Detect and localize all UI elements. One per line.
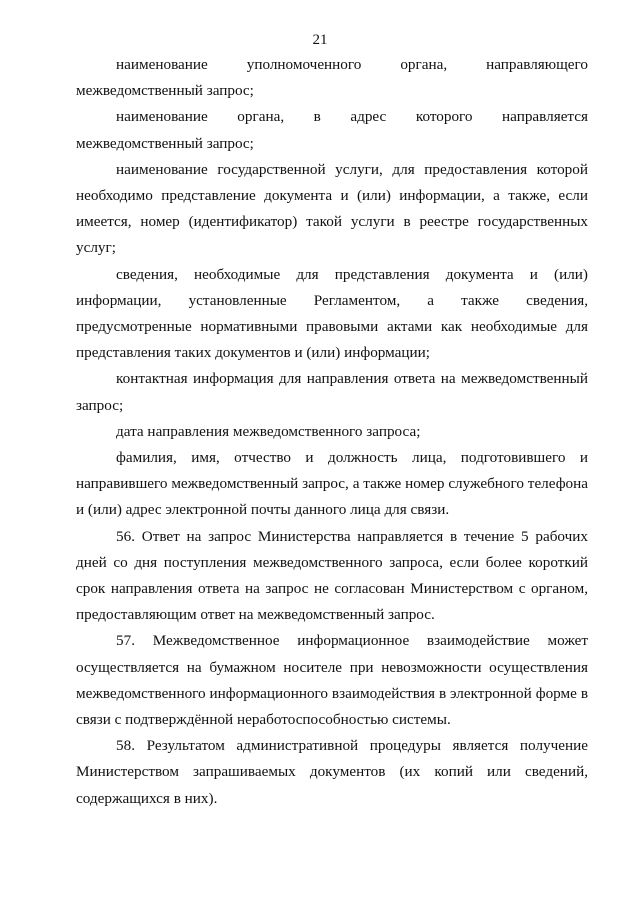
paragraph-required-information: сведения, необходимые для представления документа и (или) информации, установленные Регламентом, а также сведения, предусмотренные нормативными правовыми актами как необходимые для представления таких документов и (или) информации;	[76, 265, 588, 362]
paragraph-contact-information: контактная информация для направления ответа на межведомственный запрос;	[76, 370, 588, 414]
paragraph-requesting-authority: наименование уполномоченного органа, направляющего межведомственный запрос;	[76, 56, 588, 100]
paragraph-request-date: дата направления межведомственного запроса;	[116, 422, 421, 440]
paragraph-addressee-authority: наименование органа, в адрес которого направляется межведомственный запрос;	[76, 108, 588, 152]
paragraph-57: 57. Межведомственное информационное взаимодействие может осуществляется на бумажном носителе при невозможности осуществления межведомственного информационного взаимодействия в электронной форме в связи с подтверждённой неработоспособностью системы.	[76, 632, 588, 729]
paragraph-58: 58. Результатом административной процедуры является получение Министерством запрашиваемых документов (их копий или сведений, содержащихся в них).	[76, 737, 588, 807]
paragraph-service-name: наименование государственной услуги, для предоставления которой необходимо представление документа и (или) информации, а также, если имеется, номер (идентификатор) такой услуги в реестре государственных услуг;	[76, 160, 588, 257]
page-number: 21	[312, 32, 328, 48]
paragraph-responsible-person: фамилия, имя, отчество и должность лица, подготовившего и направившего межведомственный запрос, а также номер служебного телефона и (или) адрес электронной почты данного лица для связи.	[76, 449, 588, 519]
document-body	[76, 52, 588, 812]
paragraph-56: 56. Ответ на запрос Министерства направляется в течение 5 рабочих дней со дня поступления межведомственного запроса, если более короткий срок направления ответа на запрос не согласован Министерством с органом, предоставляющим ответ на межведомственный запрос.	[76, 527, 588, 624]
